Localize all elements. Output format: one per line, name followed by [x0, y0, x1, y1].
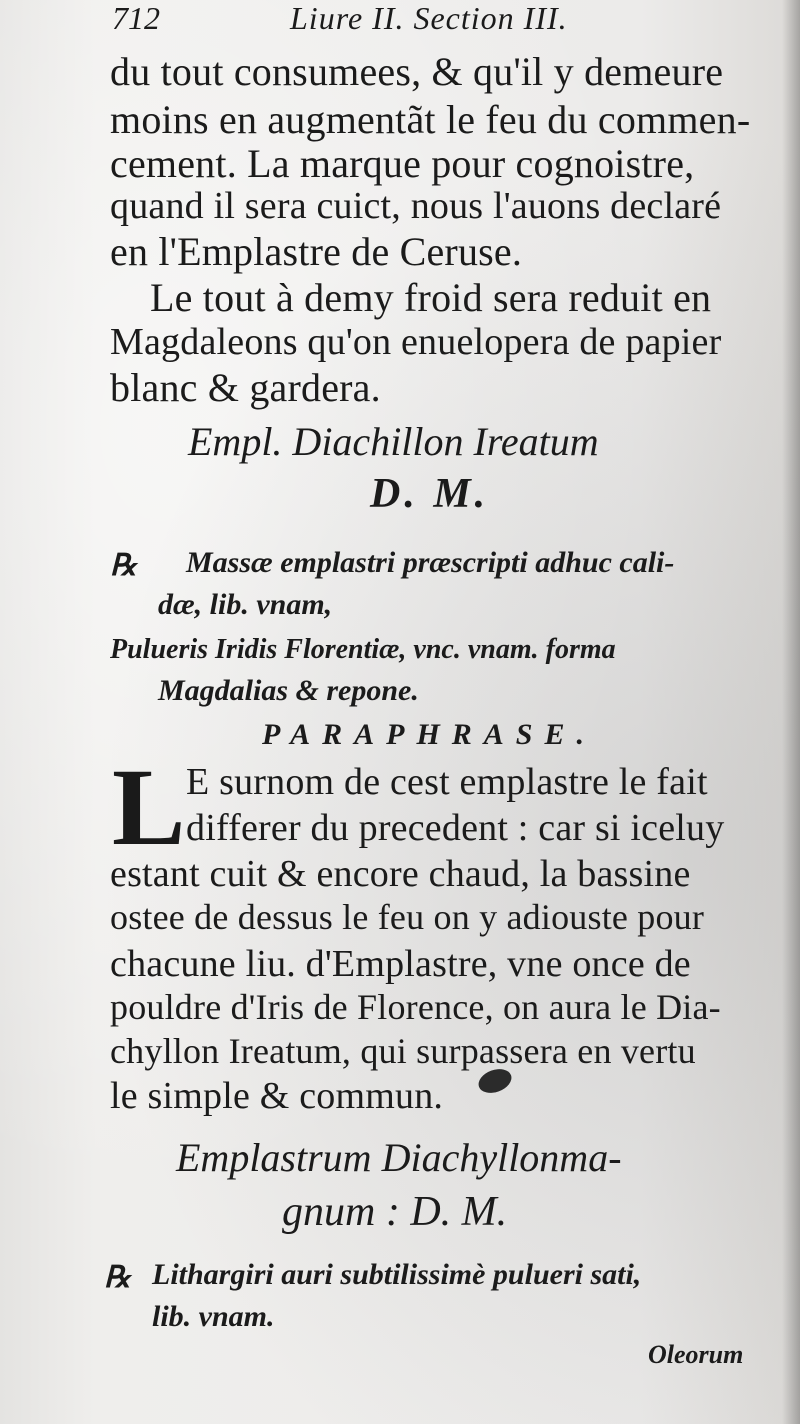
recipe-line: dæ, lib. vnam, — [158, 588, 333, 621]
recipe-title: Emplastrum Diachyllonma- — [176, 1135, 622, 1180]
paragraph-line: E surnom de cest emplastre le fait — [186, 761, 708, 803]
body-line: Magdaleons qu'on enuelopera de papier — [110, 321, 722, 363]
paragraph-line: le simple & commun. — [110, 1075, 444, 1117]
paragraph-line: chacune liu. d'Emplastre, vne once de — [110, 943, 691, 985]
recipe-title: Empl. Diachillon Ireatum — [188, 419, 599, 464]
page-edge-shadow — [782, 0, 800, 1424]
catchword: Oleorum — [648, 1340, 744, 1369]
body-line: moins en augmentãt le feu du commen- — [110, 97, 751, 142]
body-line: quand il sera cuict, nous l'auons declaré — [110, 185, 722, 227]
recipe-line: Magdalias & repone. — [158, 674, 419, 707]
paragraph-line: estant cuit & encore chaud, la bassine — [110, 853, 691, 895]
section-heading: PARAPHRASE. — [262, 718, 597, 751]
paragraph-line: differer du precedent : car si iceluy — [186, 807, 725, 849]
paragraph-line: ostee de dessus le feu on y adiouste pour — [110, 897, 705, 937]
recipe-line: Lithargiri auri subtilissimè pulueri sati, — [152, 1258, 642, 1291]
body-line: blanc & gardera. — [110, 365, 381, 410]
body-line: du tout consumees, & qu'il y demeure — [110, 49, 724, 94]
paragraph-line: pouldre d'Iris de Florence, on aura le Dia- — [110, 987, 721, 1027]
body-line: Le tout à demy froid sera reduit en — [150, 275, 712, 320]
recipe-line: Pulueris Iridis Florentiæ, vnc. vnam. forma — [110, 634, 616, 665]
body-line: cement. La marque pour cognoistre, — [110, 141, 695, 186]
recipe-line: lib. vnam. — [152, 1300, 275, 1333]
body-line: en l'Emplastre de Ceruse. — [110, 229, 523, 274]
running-title: Liure II. Section III. — [290, 0, 568, 36]
drop-cap: L — [112, 746, 186, 868]
paragraph-line: chyllon Ireatum, qui surpassera en vertu — [110, 1031, 696, 1071]
recipe-subtitle: gnum : D. M. — [282, 1189, 508, 1235]
recipe-symbol: ℞ — [104, 1261, 131, 1294]
recipe-symbol: ℞ — [110, 549, 137, 582]
recipe-line: Massæ emplastri præscripti adhuc cali- — [186, 546, 675, 579]
page-number: 712 — [112, 0, 160, 36]
recipe-subtitle: D. M. — [370, 471, 490, 517]
